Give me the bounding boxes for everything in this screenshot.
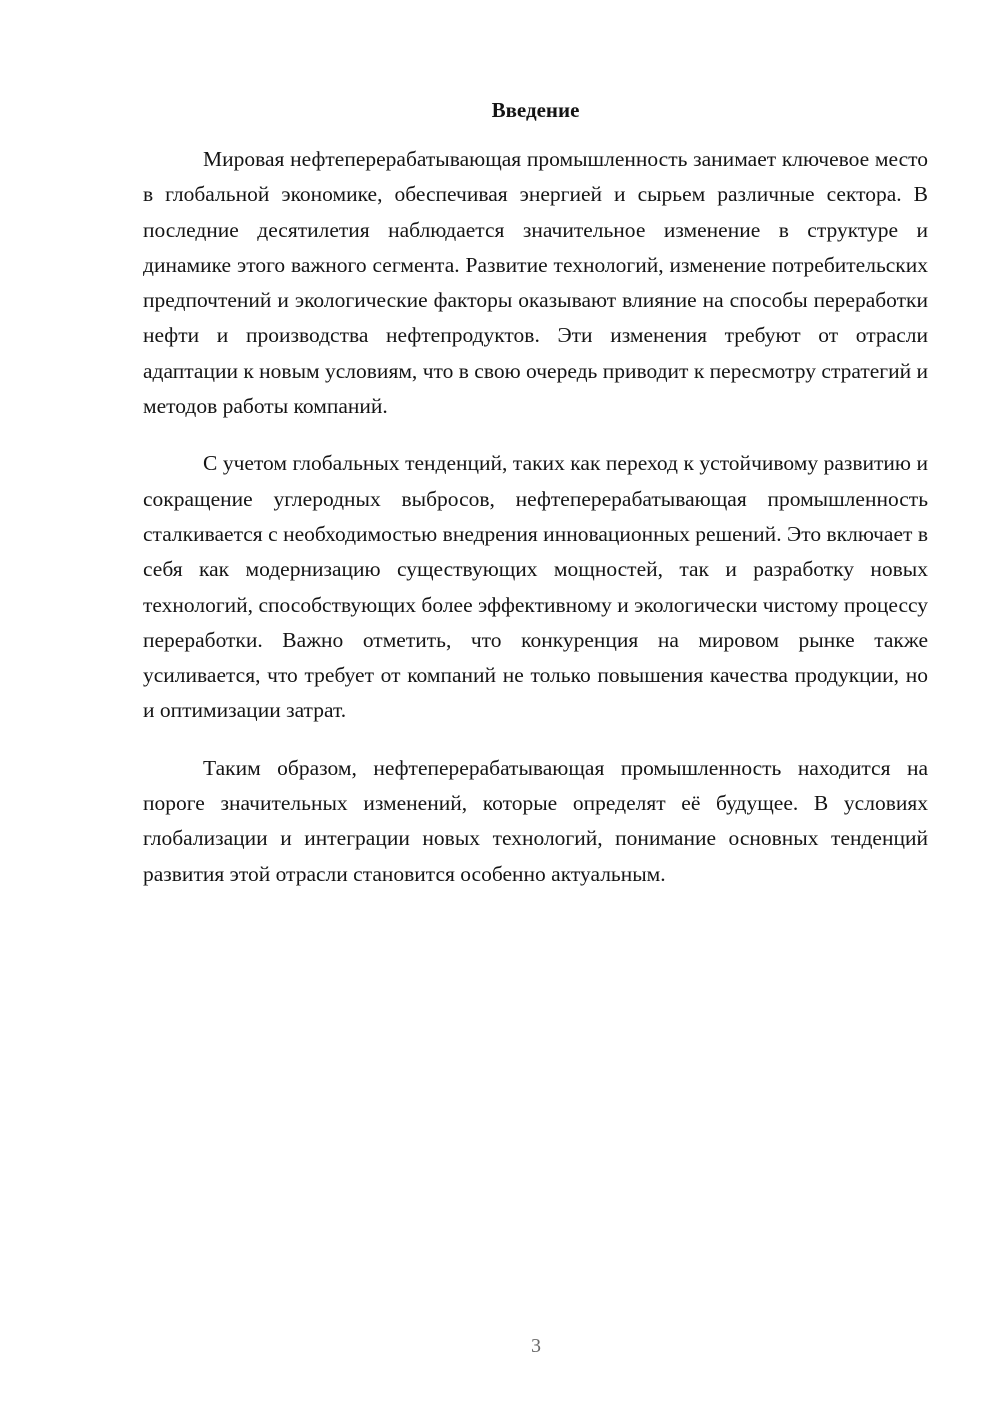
paragraph-2: С учетом глобальных тенденций, таких как переход к устойчивому развитию и сокращение углеродных выбросов, нефтеперерабатывающая промышленность сталкивается с необходимостью внедрения инновационных решений. Это включает в себя как модернизацию существующих мощностей, так и разработку новых технологий, способствующих более эффективному и экологически чистому процессу переработки. Важно отметить, что конкуренция на мировом рынке также усиливается, что требует от компаний не только повышения качества продукции, но и оптимизации затрат. [143, 451, 928, 723]
paragraph-1: Мировая нефтеперерабатывающая промышленность занимает ключевое место в глобальной экономике, обеспечивая энергией и сырьем различные сектора. В последние десятилетия наблюдается значительное изменение в структуре и динамике этого важного сегмента. Развитие технологий, изменение потребительских предпочтений и экологические факторы оказывают влияние на способы переработки нефти и производства нефтепродуктов. Эти изменения требуют от отрасли адаптации к новым условиям, что в свою очередь приводит к пересмотру стратегий и методов работы компаний. [143, 147, 928, 419]
paragraph-3: Таким образом, нефтеперерабатывающая промышленность находится на пороге значительных изменений, которые определят её будущее. В условиях глобализации и интеграции новых технологий, понимание основных тенденций развития этой отрасли становится особенно актуальным. [143, 755, 928, 886]
page-number: 3 [531, 1335, 541, 1357]
section-heading: Введение [491, 98, 580, 122]
body-text [143, 142, 928, 914]
